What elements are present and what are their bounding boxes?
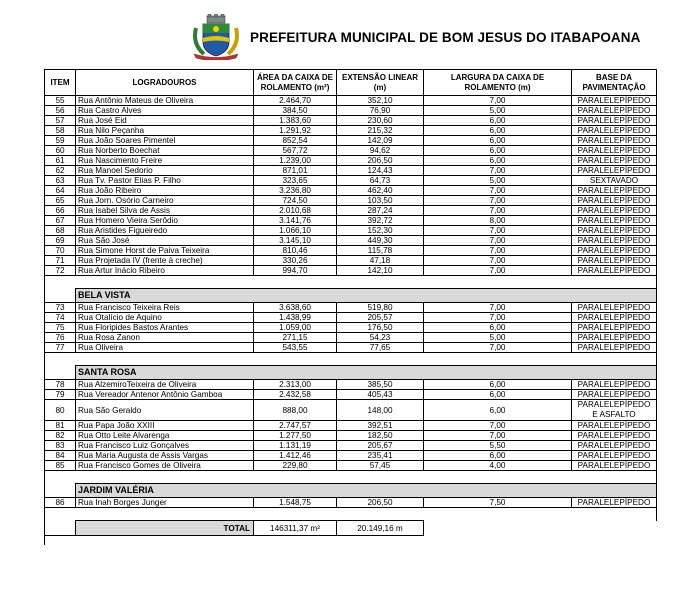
base-cell: PARALELEPÍPEDO [572,166,657,176]
column-header-item: ITEM [45,70,76,96]
column-header-streets: LOGRADOUROS [76,70,254,96]
section-spacer-cell [45,289,76,303]
item-cell: 85 [45,461,76,471]
street-name-cell: Rua João Ribeiro [76,186,254,196]
extension-cell: 76,90 [337,106,424,116]
item-cell: 64 [45,186,76,196]
item-cell: 65 [45,196,76,206]
street-name-cell: Rua Simone Horst de Paiva Teixeira [76,246,254,256]
spacer-cell [424,353,572,366]
extension-cell: 235,41 [337,451,424,461]
area-cell: 567,72 [254,146,337,156]
item-cell: 78 [45,380,76,390]
base-cell: PARALELEPÍPEDO [572,236,657,246]
item-cell: 68 [45,226,76,236]
column-header-area: ÁREA DA CAIXA DE ROLAMENTO (m²) [254,70,337,96]
width-cell: 7,50 [424,498,572,508]
page-title: PREFEITURA MUNICIPAL DE BOM JESUS DO ITABAPOANA [250,29,641,45]
area-cell: 323,65 [254,176,337,186]
area-cell: 3.236,80 [254,186,337,196]
spacer-cell [45,276,76,289]
area-cell: 2.432,58 [254,390,337,400]
column-header-base: BASE DA PAVIMENTAÇÃO [572,70,657,96]
item-cell: 58 [45,126,76,136]
spacer-cell [45,508,76,521]
trailing-row [45,536,657,546]
width-cell: 6,00 [424,126,572,136]
table-row [45,400,657,421]
area-cell: 330,26 [254,256,337,266]
table-row [45,216,657,226]
base-cell: PARALELEPÍPEDO [572,313,657,323]
street-name-cell: Rua Artur Inácio Ribeiro [76,266,254,276]
item-cell: 75 [45,323,76,333]
item-cell: 77 [45,343,76,353]
street-name-cell: Rua Rosa Zanon [76,333,254,343]
section-spacer-cell [45,366,76,380]
width-cell: 7,00 [424,266,572,276]
base-cell: PARALELEPÍPEDO [572,126,657,136]
area-cell: 871,01 [254,166,337,176]
item-cell: 63 [45,176,76,186]
spacer-cell [254,353,337,366]
extension-cell: 124,43 [337,166,424,176]
width-cell: 7,00 [424,343,572,353]
width-cell: 5,00 [424,106,572,116]
area-cell: 994,70 [254,266,337,276]
municipal-crest-icon [190,14,242,60]
extension-cell: 385,50 [337,380,424,390]
area-cell: 1.548,75 [254,498,337,508]
extension-cell: 77,65 [337,343,424,353]
street-name-cell: Rua João Soares Pimentel [76,136,254,146]
extension-cell: 449,30 [337,236,424,246]
table-row [45,451,657,461]
extension-cell: 115,78 [337,246,424,256]
width-cell: 7,00 [424,256,572,266]
table-row [45,303,657,313]
spacer-cell [76,276,254,289]
section-spacer-cell [45,484,76,498]
width-cell: 7,00 [424,421,572,431]
street-name-cell: Rua Aristides Figueiredo [76,226,254,236]
street-name-cell: Rua São Geraldo [76,400,254,421]
extension-cell: 206,50 [337,498,424,508]
extension-cell: 206,50 [337,156,424,166]
spacer-cell [337,508,424,521]
width-cell: 7,00 [424,303,572,313]
base-cell: PARALELEPÍPEDO [572,136,657,146]
width-cell: 7,00 [424,166,572,176]
document-header [190,14,640,60]
table-row [45,431,657,441]
table-row [45,256,657,266]
item-cell: 83 [45,441,76,451]
total-extension: 20.149,16 m [337,521,424,536]
width-cell: 7,00 [424,236,572,246]
street-name-cell: Rua Castro Alves [76,106,254,116]
base-cell: PARALELEPÍPEDO [572,343,657,353]
streets-table [44,69,657,545]
street-name-cell: Rua Vereador Antenor Antônio Gamboa [76,390,254,400]
area-cell: 2.313,00 [254,380,337,390]
extension-cell: 462,40 [337,186,424,196]
total-spacer-cell [45,521,76,536]
base-cell: PARALELEPÍPEDO [572,431,657,441]
extension-cell: 152,30 [337,226,424,236]
area-cell: 1.291,92 [254,126,337,136]
base-cell: PARALELEPÍPEDO [572,333,657,343]
column-header-width: LARGURA DA CAIXA DE ROLAMENTO (m) [424,70,572,96]
street-name-cell: Rua Antônio Mateus de Oliveira [76,96,254,106]
item-cell: 55 [45,96,76,106]
extension-cell: 94,62 [337,146,424,156]
spacer-cell [76,471,254,484]
spacer-cell [45,471,76,484]
total-label: TOTAL [76,521,254,536]
spacer-cell [76,508,254,521]
width-cell: 6,00 [424,146,572,156]
base-cell: PARALELEPÍPEDO [572,116,657,126]
street-name-cell: Rua Francisco Luiz Gonçalves [76,441,254,451]
street-name-cell: Rua Otalício de Aquino [76,313,254,323]
extension-cell: 142,09 [337,136,424,146]
street-name-cell: Rua Isabel Silva de Assis [76,206,254,216]
table-row [45,323,657,333]
width-cell: 6,00 [424,323,572,333]
street-name-cell: Rua Otto Leite Alvarenga [76,431,254,441]
spacer-cell [424,276,572,289]
area-cell: 852,54 [254,136,337,146]
item-cell: 62 [45,166,76,176]
extension-cell: 287,24 [337,206,424,216]
area-cell: 229,80 [254,461,337,471]
width-cell: 6,00 [424,400,572,421]
table-row [45,126,657,136]
table-row [45,441,657,451]
table-row [45,390,657,400]
base-cell: PARALELEPÍPEDO [572,323,657,333]
extension-cell: 54,23 [337,333,424,343]
width-cell: 6,00 [424,116,572,126]
table-row [45,96,657,106]
spacer-cell [572,276,657,289]
width-cell: 6,00 [424,390,572,400]
width-cell: 7,00 [424,246,572,256]
table-row [45,236,657,246]
area-cell: 724,50 [254,196,337,206]
spacer-cell [572,508,657,521]
area-cell: 1.383,60 [254,116,337,126]
base-cell: PARALELEPÍPEDO [572,498,657,508]
base-cell: PARALELEPÍPEDO [572,146,657,156]
spacer-cell [254,471,337,484]
base-cell: PARALELEPÍPEDO [572,390,657,400]
base-cell: PARALELEPÍPEDO [572,451,657,461]
width-cell: 7,00 [424,196,572,206]
street-name-cell: Rua Oliveira [76,343,254,353]
base-cell: PARALELEPÍPEDO [572,196,657,206]
spacer-row [45,508,657,521]
street-name-cell: Rua São José [76,236,254,246]
base-cell: PARALELEPÍPEDO [572,216,657,226]
item-cell: 74 [45,313,76,323]
street-name-cell: Rua Francisco Teixeira Reis [76,303,254,313]
width-cell: 6,00 [424,451,572,461]
spacer-cell [424,471,572,484]
item-cell: 79 [45,390,76,400]
spacer-cell [337,353,424,366]
extension-cell: 392,51 [337,421,424,431]
base-cell: PARALELEPÍPEDO [572,441,657,451]
extension-cell: 57,45 [337,461,424,471]
street-name-cell: Rua Floripides Bastos Arantes [76,323,254,333]
extension-cell: 182,50 [337,431,424,441]
base-cell: PARALELEPÍPEDO [572,421,657,431]
table-row [45,146,657,156]
item-cell: 60 [45,146,76,156]
extension-cell: 405,43 [337,390,424,400]
table-row [45,136,657,146]
table-row [45,186,657,196]
table-row [45,116,657,126]
width-cell: 6,00 [424,380,572,390]
spacer-cell [76,353,254,366]
spacer-cell [424,508,572,521]
item-cell: 84 [45,451,76,461]
width-cell: 7,00 [424,226,572,236]
street-name-cell: Rua Nilo Peçanha [76,126,254,136]
area-cell: 1.438,99 [254,313,337,323]
base-cell: PARALELEPÍPEDO [572,206,657,216]
width-cell: 5,00 [424,333,572,343]
area-cell: 810,46 [254,246,337,256]
spacer-row [45,276,657,289]
area-cell: 1.239,00 [254,156,337,166]
street-name-cell: Rua Tv. Pastor Elias P. Filho [76,176,254,186]
area-cell: 2.747,57 [254,421,337,431]
width-cell: 5,50 [424,441,572,451]
width-cell: 4,00 [424,461,572,471]
table-row [45,226,657,236]
item-cell: 61 [45,156,76,166]
base-cell: PARALELEPÍPEDO [572,156,657,166]
extension-cell: 519,80 [337,303,424,313]
area-cell: 384,50 [254,106,337,116]
area-cell: 1.412,46 [254,451,337,461]
width-cell: 7,00 [424,313,572,323]
area-cell: 271,15 [254,333,337,343]
extension-cell: 64,73 [337,176,424,186]
width-cell: 8,00 [424,216,572,226]
base-cell: PARALELEPÍPEDO [572,303,657,313]
item-cell: 72 [45,266,76,276]
item-cell: 81 [45,421,76,431]
spacer-cell [45,353,76,366]
base-cell: PARALELEPÍPEDO [572,266,657,276]
item-cell: 80 [45,400,76,421]
extension-cell: 205,67 [337,441,424,451]
table-header-row [45,70,657,96]
extension-cell: 47,18 [337,256,424,266]
item-cell: 57 [45,116,76,126]
street-name-cell: Rua José Eid [76,116,254,126]
width-cell: 6,00 [424,156,572,166]
table-row [45,206,657,216]
base-cell: PARALELEPÍPEDO [572,96,657,106]
street-name-cell: Rua Papa João XXIII [76,421,254,431]
column-header-extension: EXTENSÃO LINEAR (m) [337,70,424,96]
area-cell: 1.066,10 [254,226,337,236]
width-cell: 7,00 [424,186,572,196]
item-cell: 59 [45,136,76,146]
base-cell: PARALELEPÍPEDO [572,246,657,256]
table-row [45,498,657,508]
base-cell: PARALELEPÍPEDO [572,106,657,116]
area-cell: 3.638,60 [254,303,337,313]
table-row [45,421,657,431]
area-cell: 3.141,76 [254,216,337,226]
item-cell: 76 [45,333,76,343]
item-cell: 82 [45,431,76,441]
extension-cell: 230,60 [337,116,424,126]
spacer-cell [337,471,424,484]
extension-cell: 392,72 [337,216,424,226]
spacer-cell [572,353,657,366]
area-cell: 1.131,19 [254,441,337,451]
section-title: JARDIM VALÉRIA [76,484,657,498]
table-row [45,313,657,323]
extension-cell: 142,10 [337,266,424,276]
base-cell: PARALELEPÍPEDO [572,226,657,236]
section-title: BELA VISTA [76,289,657,303]
street-name-cell: Rua Nascimento Freire [76,156,254,166]
table-row [45,196,657,206]
width-cell: 7,00 [424,206,572,216]
total-empty-cell [424,521,657,536]
item-cell: 71 [45,256,76,266]
total-area: 146311,37 m² [254,521,337,536]
street-name-cell: Rua Homero Vieira Serôdio [76,216,254,226]
base-cell: PARALELEPÍPEDO [572,380,657,390]
table-row [45,176,657,186]
base-cell: SEXTAVADO [572,176,657,186]
table-row [45,333,657,343]
base-cell: PARALELEPÍPEDO [572,186,657,196]
table-row [45,461,657,471]
base-cell: PARALELEPÍPEDO E ASFALTO [572,400,657,421]
section-header-row [45,289,657,303]
table-row [45,266,657,276]
item-cell: 66 [45,206,76,216]
table-row [45,343,657,353]
extension-cell: 215,32 [337,126,424,136]
trailing-cell [45,536,76,546]
street-name-cell: Rua AlzemiroTeixeira de Oliveira [76,380,254,390]
extension-cell: 176,50 [337,323,424,333]
item-cell: 73 [45,303,76,313]
street-name-cell: Rua Inah Borges Junger [76,498,254,508]
street-name-cell: Rua Norberto Boechat [76,146,254,156]
area-cell: 2.010,68 [254,206,337,216]
extension-cell: 148,00 [337,400,424,421]
street-name-cell: Rua Jorn. Osório Carneiro [76,196,254,206]
width-cell: 6,00 [424,136,572,146]
item-cell: 67 [45,216,76,226]
area-cell: 3.145,10 [254,236,337,246]
spacer-cell [254,508,337,521]
street-name-cell: Rua Manoel Sedorio [76,166,254,176]
extension-cell: 103,50 [337,196,424,206]
area-cell: 543,55 [254,343,337,353]
spacer-cell [337,276,424,289]
item-cell: 56 [45,106,76,116]
street-name-cell: Rua Maria Augusta de Assis Vargas [76,451,254,461]
width-cell: 7,00 [424,431,572,441]
width-cell: 7,00 [424,96,572,106]
street-name-cell: Rua Projetada IV (frente à creche) [76,256,254,266]
base-cell: PARALELEPÍPEDO [572,256,657,266]
extension-cell: 352,10 [337,96,424,106]
base-cell: PARALELEPÍPEDO [572,461,657,471]
section-header-row [45,366,657,380]
table-row [45,246,657,256]
area-cell: 2.464,70 [254,96,337,106]
section-title: SANTA ROSA [76,366,657,380]
table-row [45,156,657,166]
extension-cell: 205,57 [337,313,424,323]
table-row [45,166,657,176]
trailing-empty-cell [76,536,657,546]
section-header-row [45,484,657,498]
area-cell: 1.277,50 [254,431,337,441]
area-cell: 888,00 [254,400,337,421]
table-row [45,106,657,116]
item-cell: 69 [45,236,76,246]
width-cell: 5,00 [424,176,572,186]
table-body [45,96,657,546]
item-cell: 70 [45,246,76,256]
item-cell: 86 [45,498,76,508]
spacer-row [45,353,657,366]
table-row [45,380,657,390]
total-row [45,521,657,536]
spacer-cell [572,471,657,484]
area-cell: 1.059,00 [254,323,337,333]
spacer-row [45,471,657,484]
street-name-cell: Rua Francisco Gomes de Oliveira [76,461,254,471]
spacer-cell [254,276,337,289]
